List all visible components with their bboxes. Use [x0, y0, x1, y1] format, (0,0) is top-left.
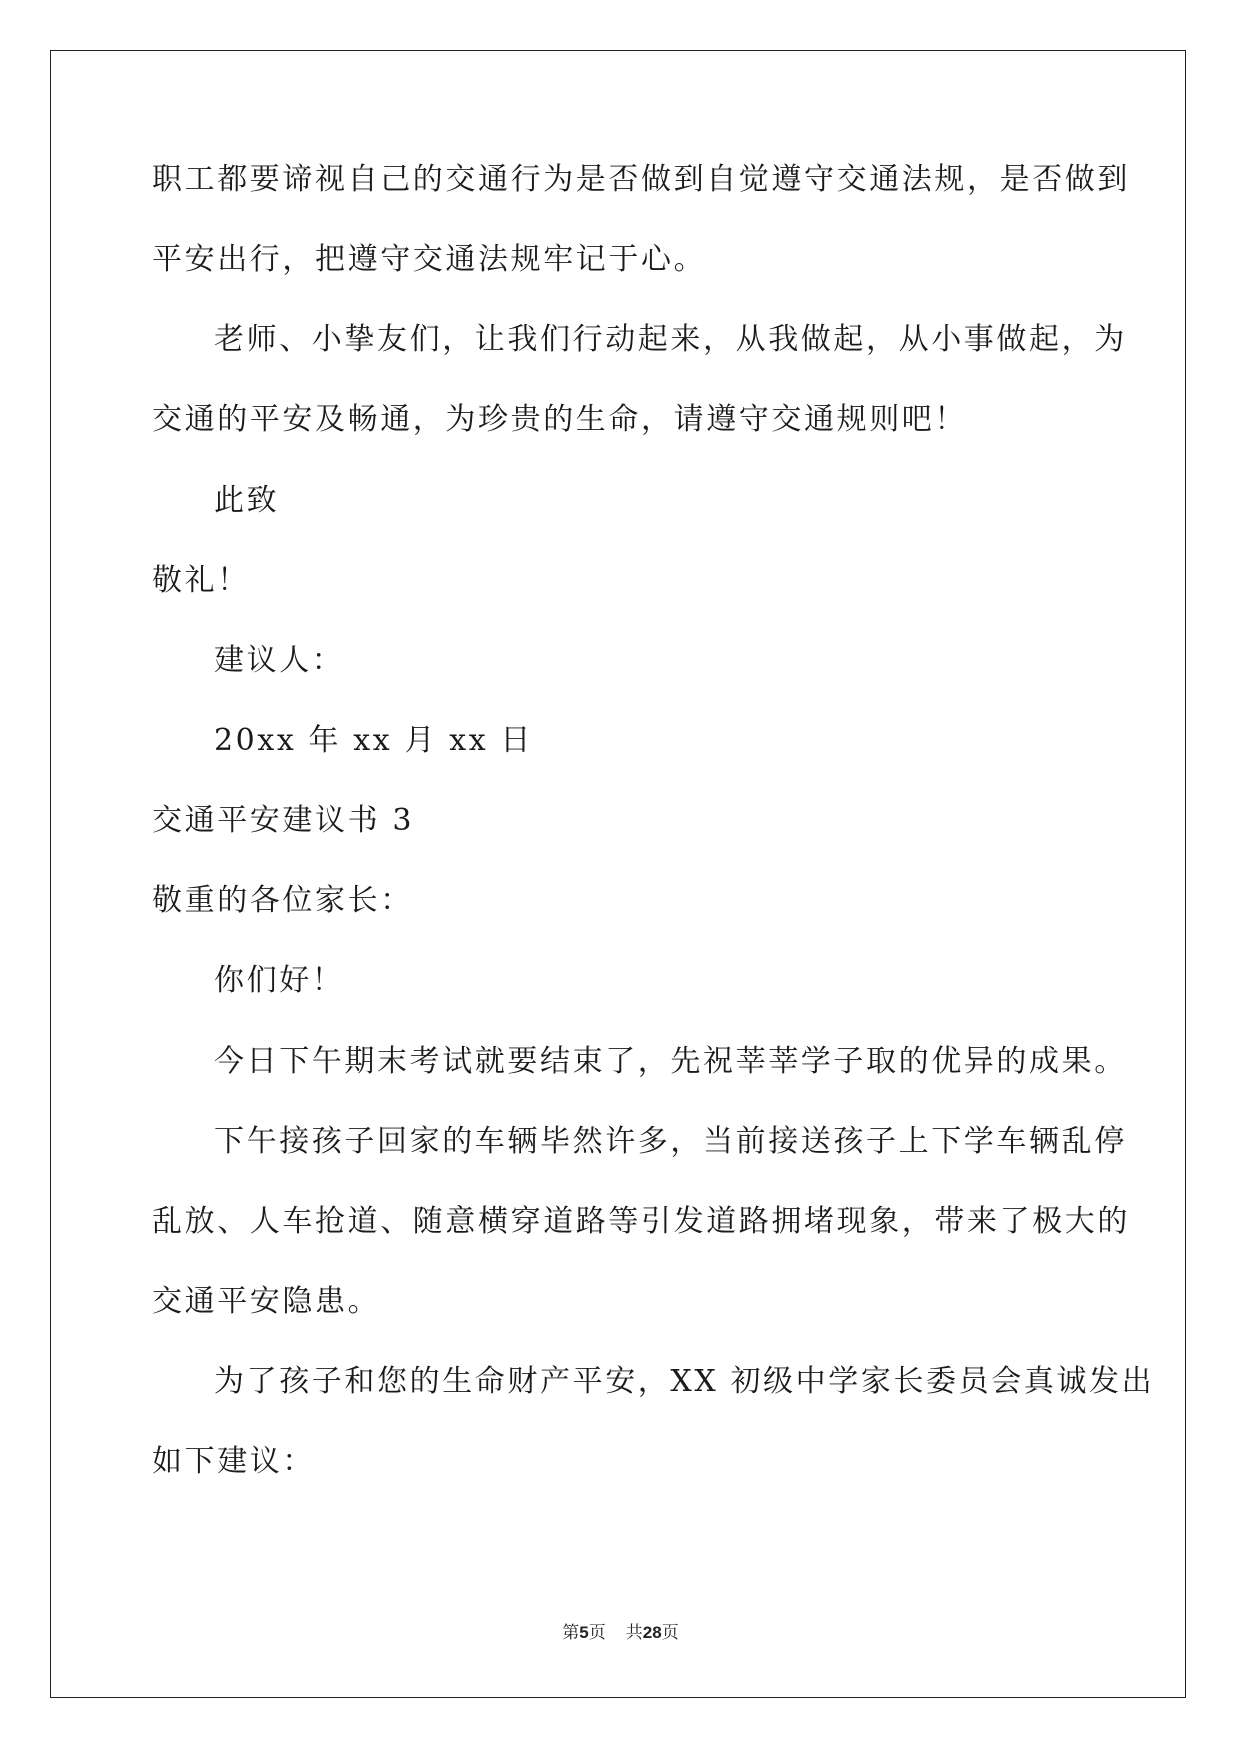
salutation-regards: 敬礼！ [152, 563, 250, 598]
date-line: 20xx 年 xx 月 xx 日 [214, 723, 533, 758]
text-line: 交通平安隐患。 [152, 1284, 381, 1319]
text-line: 职工都要谛视自己的交通行为是否做到自觉遵守交通法规，是否做到 [152, 162, 1130, 197]
page-suffix: 页 [588, 1623, 606, 1643]
current-page-number: 5 [579, 1623, 589, 1642]
total-page-number: 28 [642, 1623, 662, 1642]
text-line: 交通的平安及畅通，为珍贵的生命，请遵守交通规则吧！ [152, 402, 967, 437]
signer-label: 建议人： [214, 643, 345, 678]
paragraph-start: 为了孩子和您的生命财产平安，XX 初级中学家长委员会真诚发出 [214, 1364, 1155, 1399]
text-line: 如下建议： [152, 1444, 315, 1479]
section-heading: 交通平安建议书 3 [152, 803, 415, 838]
greeting: 你们好！ [214, 963, 345, 998]
total-suffix: 页 [661, 1623, 679, 1643]
paragraph-start: 老师、小挚友们，让我们行动起来，从我做起，从小事做起，为 [214, 322, 1127, 357]
greeting-recipient: 敬重的各位家长： [152, 883, 413, 918]
total-prefix: 共 [625, 1623, 643, 1643]
paragraph-start: 下午接孩子回家的车辆毕然许多，当前接送孩子上下学车辆乱停 [214, 1124, 1127, 1159]
salutation-closing: 此致 [214, 483, 280, 518]
page-footer [0, 1622, 1241, 1644]
paragraph-start: 今日下午期末考试就要结束了，先祝莘莘学子取的优异的成果。 [214, 1044, 1127, 1079]
text-line: 乱放、人车抢道、随意横穿道路等引发道路拥堵现象，带来了极大的 [152, 1204, 1130, 1239]
page-prefix: 第 [562, 1623, 580, 1643]
text-line: 平安出行，把遵守交通法规牢记于心。 [152, 242, 707, 277]
